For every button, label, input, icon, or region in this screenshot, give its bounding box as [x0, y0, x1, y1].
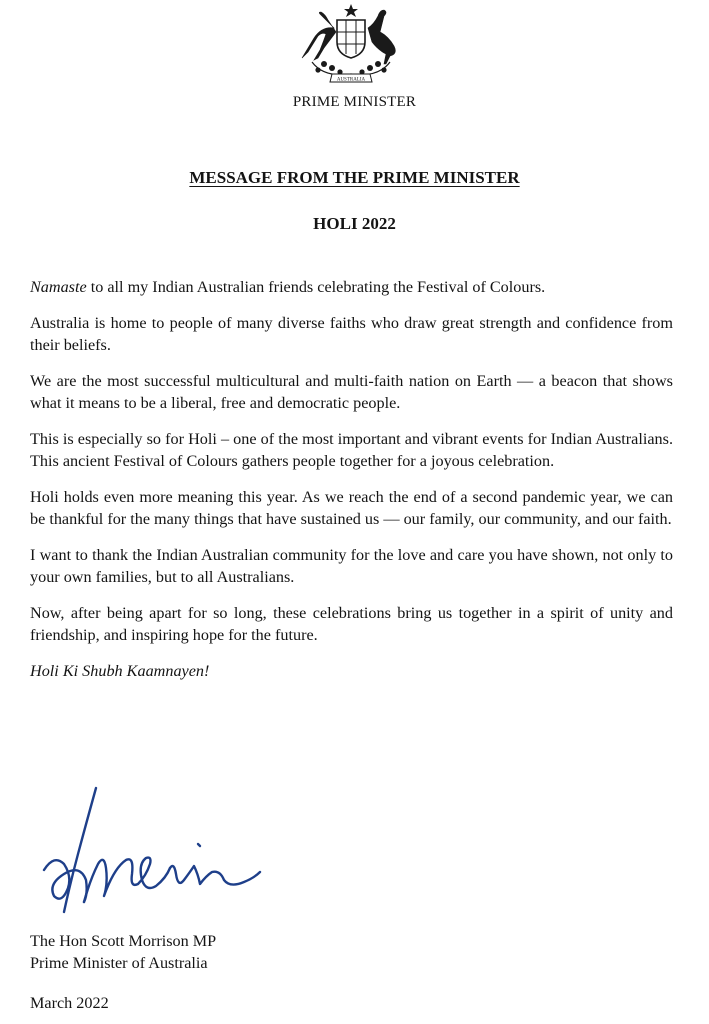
signatory-block: [30, 930, 216, 974]
greeting-paragraph: [30, 276, 673, 299]
letter-date: March 2022: [30, 994, 109, 1012]
closing-greeting: Holi Ki Shubh Kaamnayen!: [30, 661, 210, 680]
office-title: PRIME MINISTER: [292, 94, 417, 110]
message-title: MESSAGE FROM THE PRIME MINISTER: [189, 168, 520, 187]
message-subtitle: HOLI 2022: [313, 214, 396, 233]
message-body: [30, 276, 673, 695]
paragraph-pandemic-year: Holi holds even more meaning this year. As we reach the end of a second pandemic year, we can be thankful for the many things that have sustained us — our family, our community, and our faith.: [30, 487, 673, 528]
greeting-italic-word: Namaste: [30, 278, 87, 296]
paragraph-multicultural-nation: We are the most successful multicultural and multi-faith nation on Earth — a beacon that shows what it means to be a liberal, free and democratic people.: [30, 371, 673, 412]
handwritten-signature: [34, 784, 264, 924]
signatory-name: The Hon Scott Morrison MP: [30, 932, 217, 950]
paragraph-diverse-faiths: Australia is home to people of many diverse faiths who draw great strength and confidence from their beliefs.: [30, 313, 673, 354]
paragraph-holi-importance: This is especially so for Holi – one of the most important and vibrant events for Indian Australians. This ancient Festival of Colours gathers people together for a joyous celebration.: [30, 429, 673, 470]
coat-of-arms-crest: [294, 2, 408, 86]
paragraph-thanks: I want to thank the Indian Australian community for the love and care you have shown, not only to your own families, but to all Australians.: [30, 545, 673, 586]
crest-scroll-text: AUSTRALIA: [336, 77, 366, 83]
signatory-role: Prime Minister of Australia: [30, 954, 208, 972]
paragraph-celebrations: Now, after being apart for so long, these celebrations bring us together in a spirit of unity and friendship, and inspiring hope for the future.: [30, 603, 673, 644]
greeting-text: to all my Indian Australian friends celebrating the Festival of Colours.: [86, 278, 546, 296]
